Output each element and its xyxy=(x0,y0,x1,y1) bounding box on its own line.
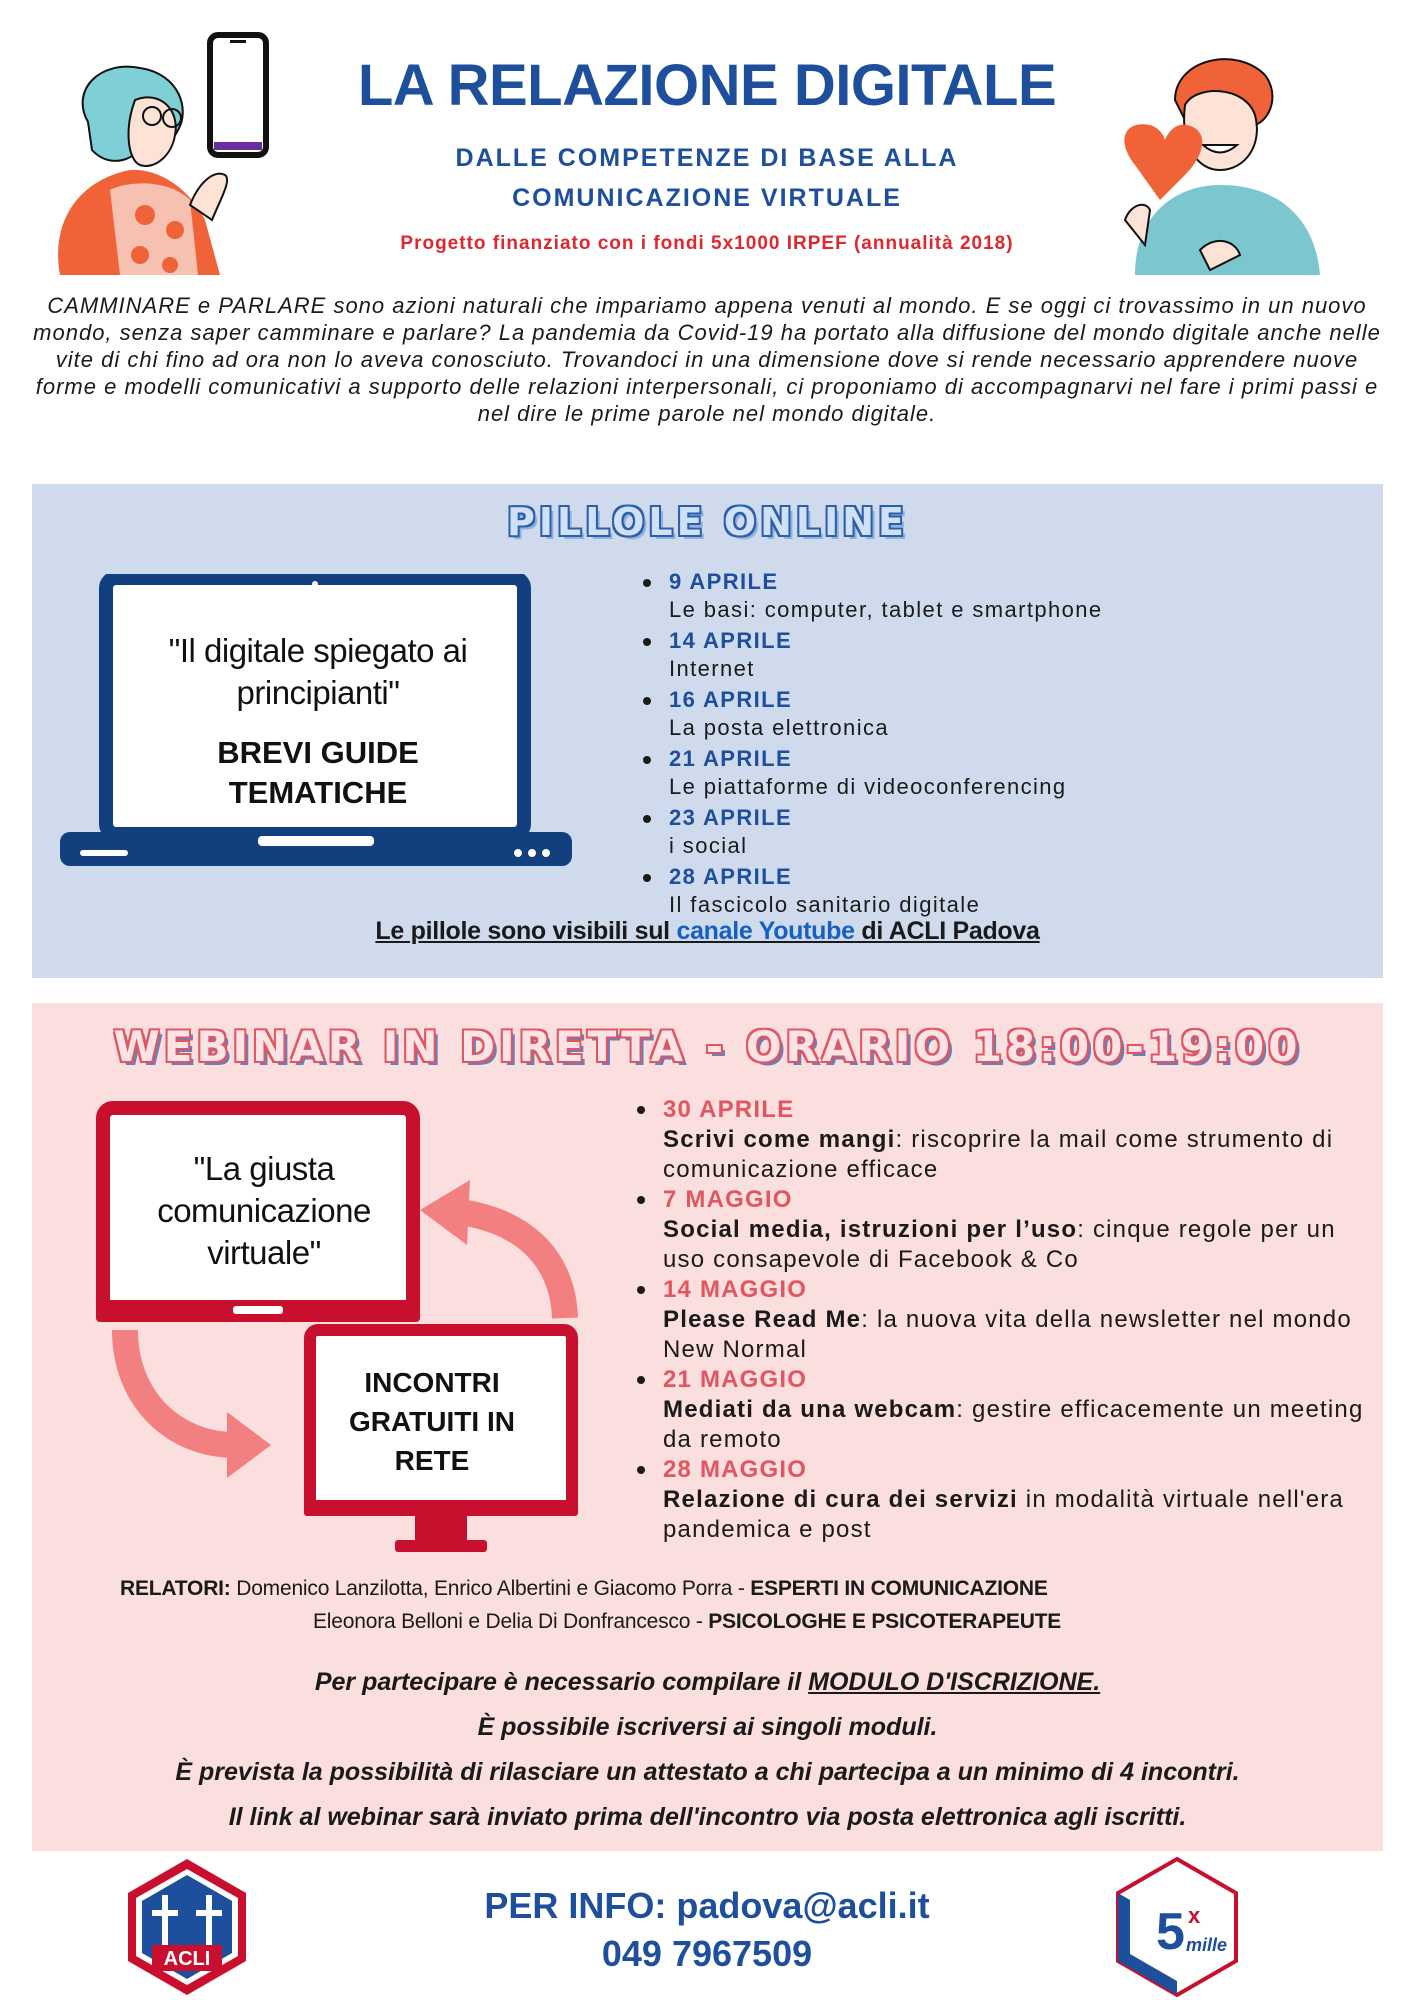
webinar-date: 21 MAGGIO xyxy=(663,1366,808,1393)
list-item xyxy=(640,804,1360,860)
pill-topic: Le piattaforme di videoconferencing xyxy=(669,774,1067,799)
pill-topic: Il fascicolo sanitario digitale xyxy=(669,892,981,917)
list-item xyxy=(634,1365,1379,1455)
monitor-subtitle: INCONTRI GRATUITI IN RETE xyxy=(349,1367,515,1476)
note-line-3: È prevista la possibilità di rilasciare un attestato a chi partecipa a un minimo di 4 incontri. xyxy=(175,1758,1240,1786)
note-line-2: È possibile iscriversi ai singoli moduli. xyxy=(477,1713,938,1741)
pill-date: 28 APRILE xyxy=(669,864,793,889)
list-item xyxy=(634,1455,1379,1545)
webinar-topic: Please Read Me xyxy=(663,1306,862,1333)
intro-paragraph: CAMMINARE e PARLARE sono azioni naturali che impariamo appena venuti al mondo. E se oggi ci trovassimo in un nuovo mondo, senza saper camminare e parlare? La pandemia da Covid-19 ha portato alla diffusione del mondo digitale anche nelle vite di chi fino ad ora non lo aveva conosciuto. Trovandoci in una dimensione dove si rende necessario apprendere nuove forme e modelli comunicativi a supporto delle relazioni interpersonali, ci proponiamo di accompagnarvi nel fare i primi passi e nel dire le prime parole nel mondo digitale. xyxy=(33,293,1381,426)
webinar-heading: WEBINAR IN DIRETTA - ORARIO 18:00-19:00 xyxy=(113,1022,1302,1071)
list-item xyxy=(640,863,1360,919)
subtitle-line-2: COMUNICAZIONE VIRTUALE xyxy=(512,184,902,212)
speakers-role-1: ESPERTI IN COMUNICAZIONE xyxy=(750,1577,1048,1600)
webinar-date: 7 MAGGIO xyxy=(663,1186,793,1213)
logo-word: mille xyxy=(1186,1935,1228,1955)
webinar-date: 30 APRILE xyxy=(663,1096,795,1123)
laptop-subtitle: BREVI GUIDE TEMATICHE xyxy=(217,735,419,810)
note-line-1 xyxy=(32,1660,1383,1705)
webinar-schedule xyxy=(634,1095,1379,1545)
webinar-topic: Social media, istruzioni per l’uso xyxy=(663,1216,1078,1243)
logo-number: 5 xyxy=(1156,1903,1185,1961)
speakers-line-1 xyxy=(120,1577,1048,1601)
contact-phone[interactable]: 049 7967509 xyxy=(601,1933,813,1974)
speakers-names-2: Eleonora Belloni e Delia Di Donfrancesco - xyxy=(313,1610,709,1633)
list-item xyxy=(640,745,1360,801)
pill-date: 9 APRILE xyxy=(669,569,779,594)
webinar-topic: Scrivi come mangi xyxy=(663,1126,896,1153)
laptop-title: "Il digitale spiegato ai principianti" xyxy=(168,632,468,711)
webinar-desc: : riscoprire la mail come strumento di comunicazione efficace xyxy=(663,1126,1334,1183)
pill-topic: Internet xyxy=(669,656,755,681)
pill-date: 16 APRILE xyxy=(669,687,793,712)
registration-notes xyxy=(32,1660,1383,1840)
subtitle-line-1: DALLE COMPETENZE DI BASE ALLA xyxy=(455,144,959,172)
webinar-topic: Mediati da una webcam xyxy=(663,1396,957,1423)
page-subtitle xyxy=(0,138,1414,218)
registration-form-link[interactable]: MODULO D'ISCRIZIONE. xyxy=(808,1668,1101,1696)
list-item xyxy=(634,1275,1379,1365)
pill-topic: Le basi: computer, tablet e smartphone xyxy=(669,597,1103,622)
list-item xyxy=(640,627,1360,683)
list-item xyxy=(634,1095,1379,1185)
webinar-desc: : gestire efficacemente un meeting da remoto xyxy=(663,1396,1364,1453)
webinar-date: 14 MAGGIO xyxy=(663,1276,808,1303)
pill-date: 23 APRILE xyxy=(669,805,793,830)
speakers-role-2: PSICOLOGHE E PSICOTERAPEUTE xyxy=(708,1610,1062,1633)
list-item xyxy=(634,1185,1379,1275)
funding-note: Progetto finanziato con i fondi 5x1000 IRPEF (annualità 2018) xyxy=(400,233,1014,254)
list-item xyxy=(640,568,1360,624)
youtube-channel-link[interactable]: canale Youtube xyxy=(676,917,855,945)
contact-email[interactable]: PER INFO: padova@acli.it xyxy=(484,1885,930,1926)
pillole-heading: PILLOLE ONLINE xyxy=(507,500,908,544)
webinar-desc: : la nuova vita della newsletter nel mondo New Normal xyxy=(663,1306,1352,1363)
list-item xyxy=(640,686,1360,742)
monitor-title: "La giusta comunicazione virtuale" xyxy=(157,1150,371,1271)
webinar-desc: : cinque regole per un uso consapevole di Facebook & Co xyxy=(663,1216,1336,1273)
logo-x: x xyxy=(1188,1903,1201,1928)
pillole-schedule xyxy=(640,568,1360,922)
pill-topic: i social xyxy=(669,833,748,858)
speakers-names-1: Domenico Lanzilotta, Enrico Albertini e Giacomo Porra - xyxy=(230,1577,751,1600)
note-line-4: Il link al webinar sarà inviato prima dell'incontro via posta elettronica agli iscritti. xyxy=(228,1803,1187,1831)
5x1000-logo xyxy=(1112,1855,1242,2000)
webinar-desc: in modalità virtuale nell'era pandemica e post xyxy=(663,1486,1344,1543)
pill-date: 14 APRILE xyxy=(669,628,793,653)
youtube-note-pre: Le pillole sono visibili sul xyxy=(375,917,677,945)
acli-logo-text: ACLI xyxy=(163,1948,211,1970)
pill-topic: La posta elettronica xyxy=(669,715,890,740)
webinar-date: 28 MAGGIO xyxy=(663,1456,808,1483)
youtube-note-post: di ACLI Padova xyxy=(854,917,1040,945)
speakers-line-2 xyxy=(313,1610,1061,1634)
speakers-label: RELATORI: xyxy=(120,1577,231,1600)
pill-date: 21 APRILE xyxy=(669,746,793,771)
page-title: LA RELAZIONE DIGITALE xyxy=(357,53,1057,118)
note-1-text: Per partecipare è necessario compilare il xyxy=(314,1668,809,1696)
webinar-topic: Relazione di cura dei servizi xyxy=(663,1486,1018,1513)
youtube-note xyxy=(32,917,1383,946)
